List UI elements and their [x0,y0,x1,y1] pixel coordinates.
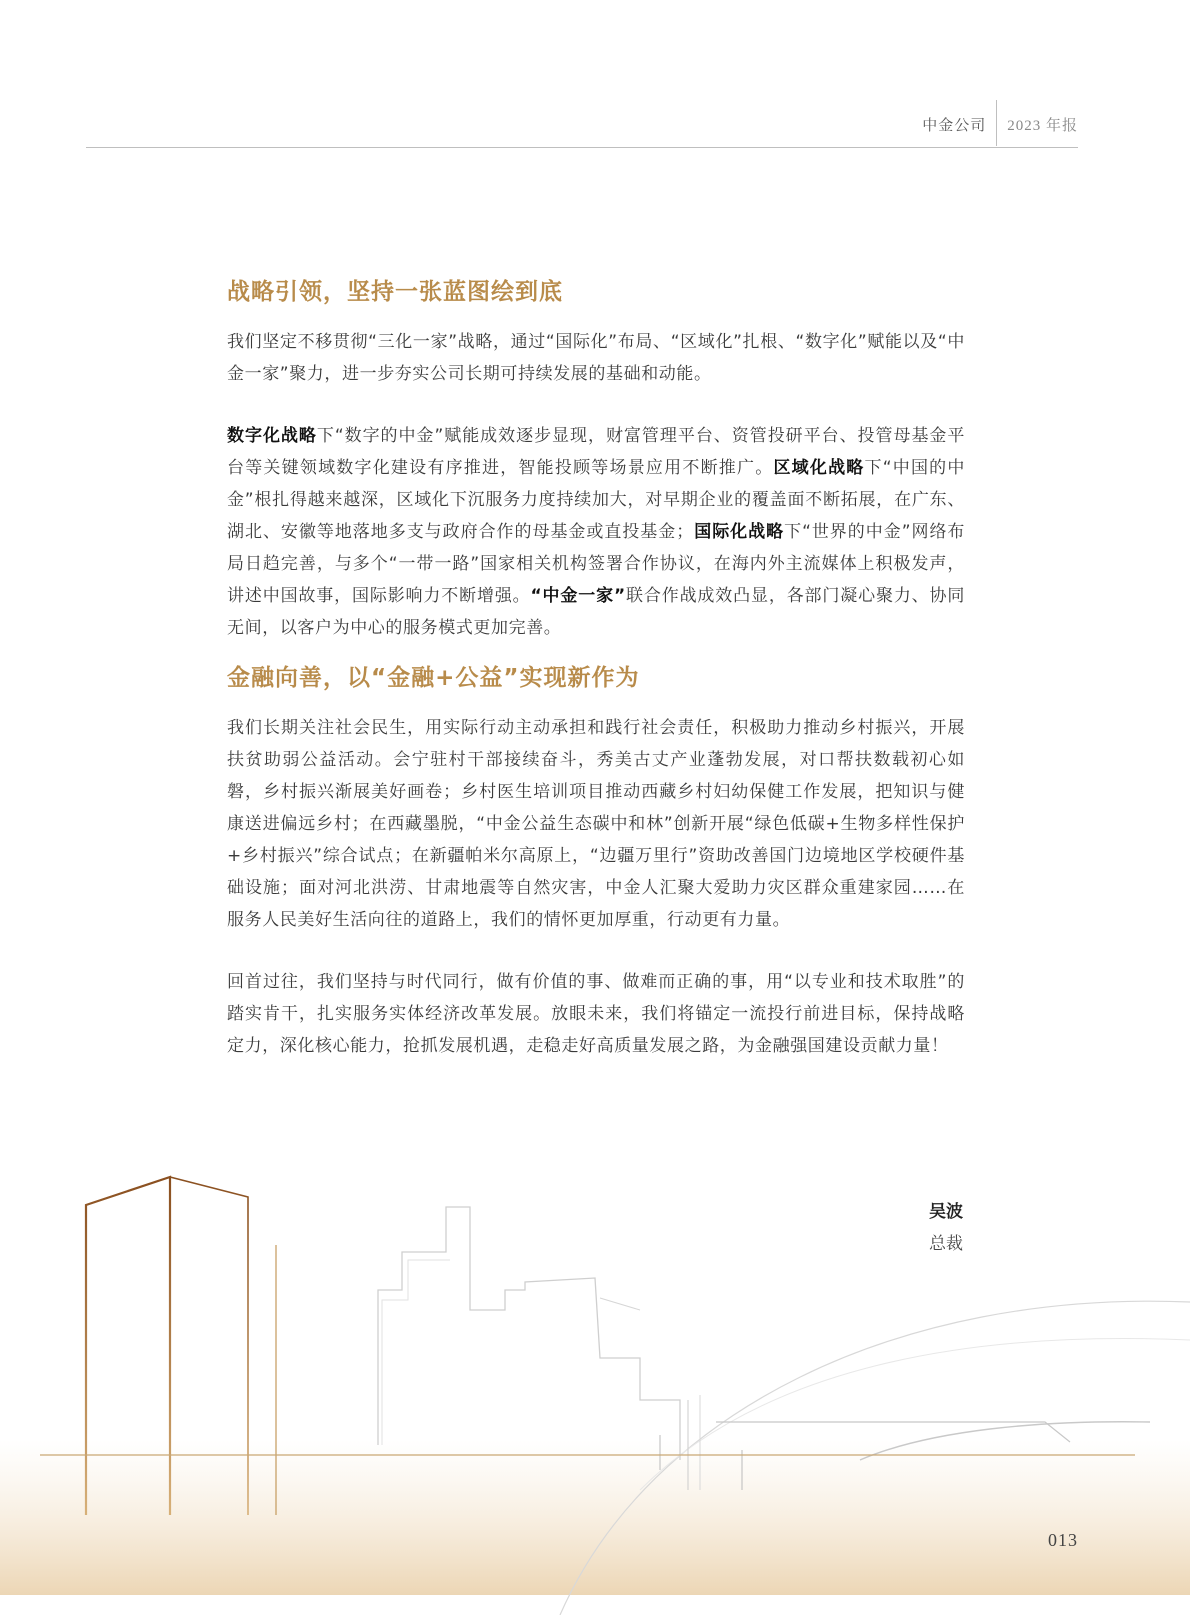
page-number: 013 [1048,1530,1078,1550]
signature-name: 吴波 [929,1202,963,1222]
section1-heading: 战略引领，坚持一张蓝图绘到底 [227,279,563,305]
section1-para1: 我们坚定不移贯彻“三化一家”战略，通过“国际化”布局、“区域化”扎根、“数字化”赋能以及“中金一家”聚力，进一步夯实公司长期可持续发展的基础和动能。 [227,332,965,384]
section2-para2: 回首过往，我们坚持与时代同行，做有价值的事、做难而正确的事，用“以专业和技术取胜”的踏实肯干，扎实服务实体经济改革发展。放眼未来，我们将锚定一流投行前进目标，保持战略定力，深化核心能力，抢抓发展机遇，走稳走好高质量发展之路，为金融强国建设贡献力量！ [227,972,965,1056]
grey-building-3 [600,1298,640,1310]
section1-para2 [227,420,965,644]
signature-title: 总裁 [929,1234,963,1254]
main-content [227,272,965,1062]
bold-one-cicc: “中金一家” [530,586,626,606]
para2-text3: 下“世界的中金”网络布局日趋完善，与多个“一带一路”国家相关机构签署合作协议，在海内外主流媒体上积极发声，讲述中国故事，国际影响力不断增强。 [227,522,966,606]
bold-digital-strategy: 数字化战略 [227,426,317,446]
report-year: 2023 年报 [1007,118,1078,134]
brand-name: 中金公司 [922,116,987,134]
skyline-illustration [0,1160,1190,1615]
bottom-gradient-band [0,1440,1190,1595]
grey-building-2 [382,1260,450,1445]
grey-building-1 [378,1207,680,1460]
para2-text1: 下“数字的中金”赋能成效逐步显现，财富管理平台、资管投研平台、投管母基金平台等关键领域数字化建设有序推进，智能投顾等场景应用不断推广。 [227,426,966,478]
section2-para1: 我们长期关注社会民生，用实际行动主动承担和践行社会责任，积极助力推动乡村振兴，开展扶贫助弱公益活动。会宁驻村干部接续奋斗，秀美古丈产业蓬勃发展，对口帮扶数载初心如磐，乡村振兴渐展美好画卷；乡村医生培训项目推动西藏乡村妇幼保健工作发展，把知识与健康送进偏远乡村；在西藏墨脱，“中金公益生态碳中和林”创新开展“绿色低碳+生物多样性保护+乡村振兴”综合试点；在新疆帕米尔高原上，“边疆万里行”资助改善国门边境地区学校硬件基础设施；面对河北洪涝、甘肃地震等自然灾害，中金人汇聚大爱助力灾区群众重建家园……在服务人民美好生活向往的道路上，我们的情怀更加厚重，行动更有力量。 [227,718,965,930]
page-header [86,100,1078,148]
bold-regional-strategy: 区域化战略 [773,458,865,478]
header-right [922,100,1078,148]
para2-text4: 联合作战成效凸显，各部门凝心聚力、协同无间，以客户为中心的服务模式更加完善。 [227,586,965,638]
bold-international-strategy: 国际化战略 [693,522,785,542]
para2-text2: 下“中国的中金”根扎得越来越深，区域化下沉服务力度持续加大，对早期企业的覆盖面不断拓展，在广东、湖北、安徽等地落地多支与政府合作的母基金或直投基金； [227,458,965,542]
section2-heading: 金融向善，以“金融+公益”实现新作为 [227,665,640,691]
ground-ledge [716,1422,1070,1442]
